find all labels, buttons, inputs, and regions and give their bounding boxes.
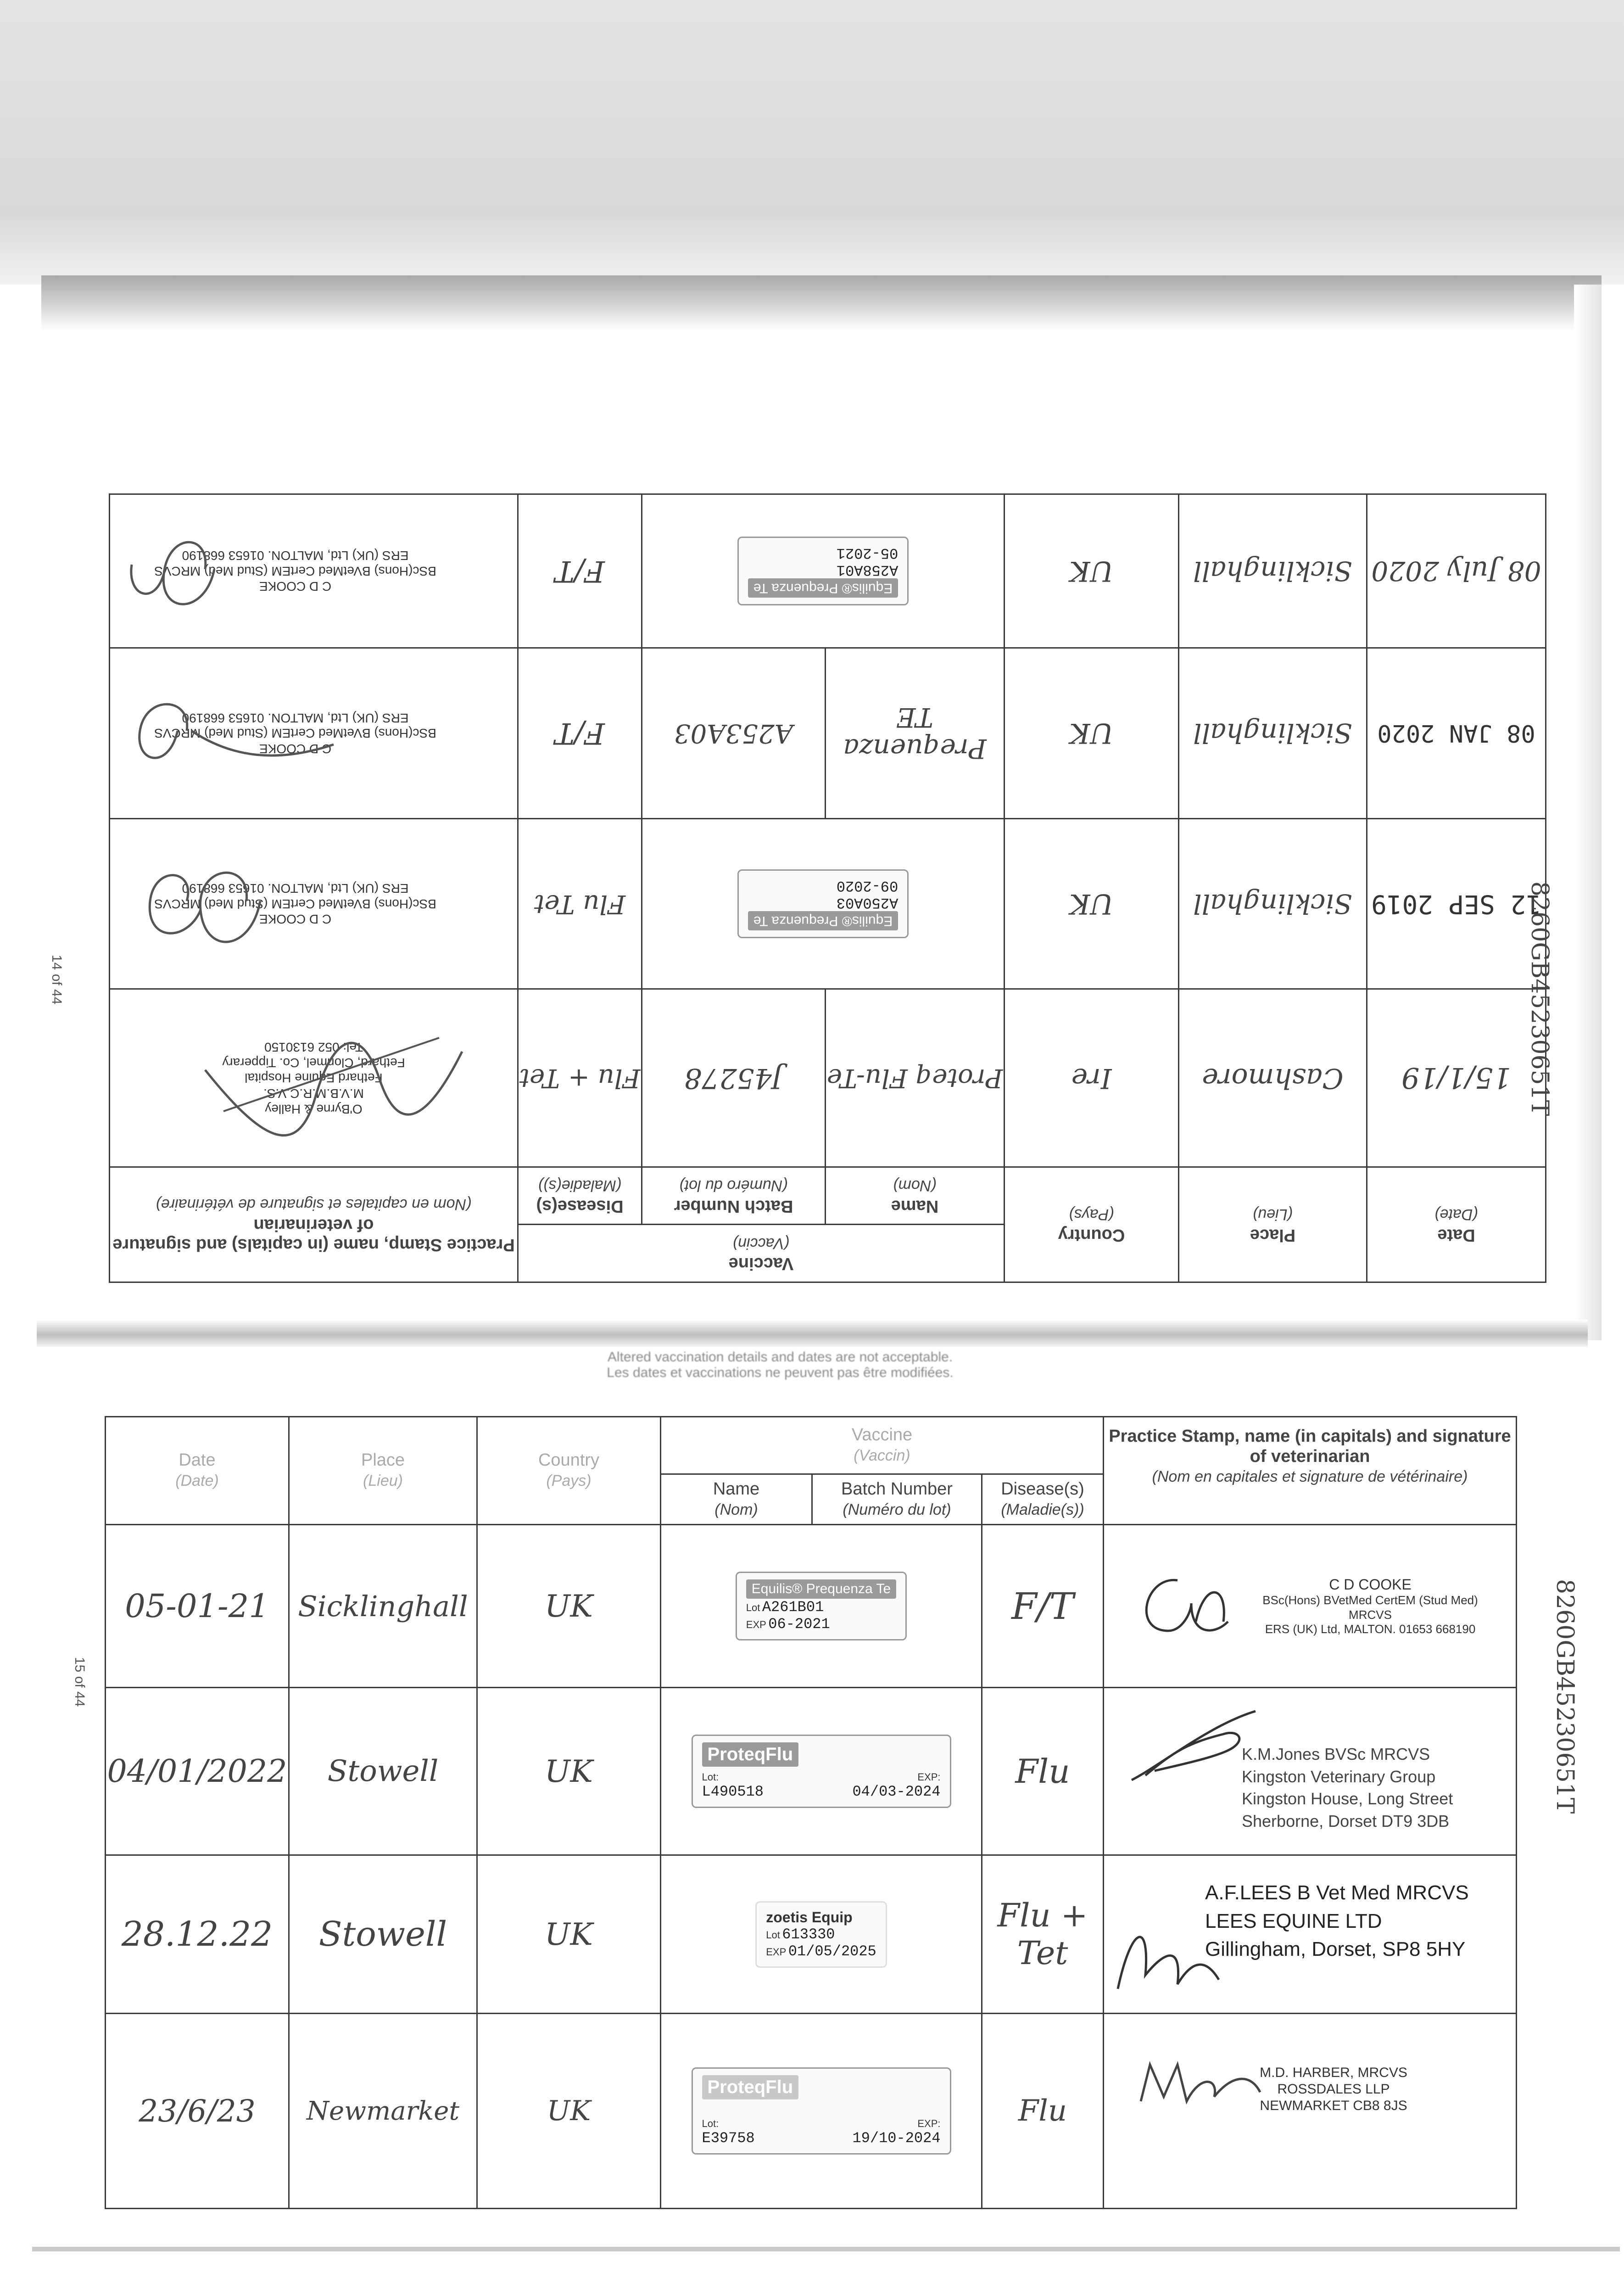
vaccine-lot: A250A03	[836, 894, 899, 912]
vaccine-brand: ProteqFlu	[702, 1742, 799, 1767]
vaccine-exp: 05-2021	[836, 544, 899, 562]
vaccine-exp: 06-2021	[768, 1616, 830, 1633]
place-cell: Sicklinghall	[1179, 648, 1367, 819]
practice-stamp-cell	[110, 818, 518, 989]
header-disease: Disease(s) (Maladie(s))	[982, 1474, 1104, 1525]
disease-cell: Flu	[982, 1688, 1104, 1855]
vaccine-sticker: Equilis® Prequenza Te Lot A261B01 EXP 06-2021	[736, 1572, 907, 1640]
vaccine-lot: E39758	[702, 2130, 755, 2147]
page-edge-band	[41, 275, 1602, 330]
header-country: Country (Pays)	[477, 1417, 661, 1525]
vet-signature	[123, 514, 233, 633]
vaccine-sticker: zoetis Equip Lot 613330 EXP 01/05/2025	[755, 1901, 887, 1968]
header-name: Name (Nom)	[661, 1474, 812, 1525]
passport-number-upper: 8260GB45230651T	[1526, 881, 1553, 1116]
table-row	[106, 1855, 1517, 2014]
practice-stamp-cell	[1104, 1855, 1517, 2014]
header-country: Country (Pays)	[1005, 1167, 1179, 1282]
vaccine-brand: Equilis® Prequenza Te	[748, 911, 898, 930]
page-edge-bottom	[32, 2247, 1620, 2251]
disease-cell: F/T	[518, 648, 642, 819]
header-batch: Batch Number (Numéro du lot)	[642, 1167, 826, 1225]
passport-number-lower: 8260GB45230651T	[1551, 1579, 1579, 1814]
practice-stamp: K.M.Jones BVSc MRCVS Kingston Veterinary Group Kingston House, Long Street Sherborne, Dorset DT9 3DB	[1242, 1745, 1453, 1830]
date-cell: 08 JAN 2020	[1367, 648, 1546, 819]
practice-stamp: C D COOKE BSc(Hons) BVetMed CertEM (Stud Med) MRCVS ERS (UK) Ltd, MALTON. 01653 668190	[154, 549, 436, 594]
vet-signature	[127, 841, 279, 970]
country-cell: UK	[1005, 494, 1179, 648]
practice-stamp-cell	[1104, 1525, 1517, 1688]
place-cell: Sicklinghall	[1179, 494, 1367, 648]
vaccine-name-cell: Prequenza TE	[826, 648, 1005, 819]
upper-vaccination-table	[109, 493, 1546, 1283]
vaccine-label-cell	[661, 2014, 982, 2209]
vaccine-lot: A258A01	[836, 561, 899, 579]
vaccine-label-cell	[661, 1525, 982, 1688]
scan-shadow-right	[1574, 285, 1602, 1340]
country-cell: UK	[1005, 818, 1179, 989]
header-practice-stamp: Practice Stamp, name (in capitals) and signature of veterinarian (Nom en capitales et signature de vétérinaire)	[1104, 1417, 1517, 1525]
disease-cell: Flu + Tet	[982, 1855, 1104, 2014]
date-cell: 23/6/23	[106, 2014, 289, 2209]
vaccine-sticker: ProteqFlu Lot: EXP: E39758 19/10-2024	[692, 2067, 951, 2155]
practice-stamp: A.F.LEES B Vet Med MRCVS LEES EQUINE LTD Gillingham, Dorset, SP8 5HY	[1205, 1881, 1469, 1961]
place-cell: Stowell	[289, 1688, 477, 1855]
vaccine-exp: 09-2020	[836, 877, 899, 895]
table-row	[106, 1525, 1517, 1688]
page-number-upper: 14 of 44	[49, 955, 64, 1005]
vaccine-sticker	[737, 537, 909, 605]
date-cell: 04/01/2022	[106, 1688, 289, 1855]
table-row	[106, 2014, 1517, 2209]
country-cell: UK	[1005, 648, 1179, 819]
practice-stamp: C D COOKE BSc(Hons) BVetMed CertEM (Stud Med) MRCVS ERS (UK) Ltd, MALTON. 01653 668190	[154, 711, 436, 756]
vaccine-sticker	[737, 869, 909, 938]
lower-vaccination-page	[105, 1416, 1516, 2208]
header-place: Place (Lieu)	[1179, 1167, 1367, 1282]
vaccine-lot: A261B01	[762, 1599, 824, 1616]
disease-cell: Flu Tet	[518, 818, 642, 989]
date-cell: 05-01-21	[106, 1525, 289, 1688]
vaccine-exp: 19/10-2024	[852, 2130, 941, 2147]
practice-stamp-cell	[110, 989, 518, 1167]
header-place: Place (Lieu)	[289, 1417, 477, 1525]
vet-signature	[1122, 1553, 1242, 1654]
country-cell: UK	[477, 1855, 661, 2014]
vaccine-label-cell	[642, 494, 1005, 648]
vaccine-brand: Equilis® Prequenza Te	[746, 1579, 896, 1599]
country-cell: UK	[477, 1525, 661, 1688]
disease-cell: Flu + Tet	[518, 989, 642, 1167]
table-row	[110, 494, 1546, 648]
date-cell: 12 SEP 2019	[1367, 818, 1546, 989]
vaccine-name-cell: Proteq Flu-Te	[826, 989, 1005, 1167]
table-row	[110, 818, 1546, 989]
header-vaccine: Vaccine (Vaccin)	[661, 1417, 1104, 1474]
batch-cell: J45278	[642, 989, 826, 1167]
scan-shadow-top	[0, 0, 1624, 285]
practice-stamp: M.D. HARBER, MRCVS ROSSDALES LLP NEWMARKET CB8 8JS	[1260, 2065, 1407, 2113]
place-cell: Newmarket	[289, 2014, 477, 2209]
country-cell: UK	[477, 1688, 661, 1855]
page-fold-band	[37, 1320, 1588, 1347]
header-vaccine: Vaccine (Vaccin)	[518, 1225, 1005, 1282]
disease-cell: Flu	[982, 2014, 1104, 2209]
table-row	[110, 989, 1546, 1167]
place-cell: Sicklinghall	[1179, 818, 1367, 989]
vaccine-brand: Equilis® Prequenza Te	[748, 578, 898, 598]
vaccine-brand: ProteqFlu	[702, 2075, 799, 2099]
vaccine-brand: zoetis Equip	[766, 1909, 853, 1926]
vaccine-exp: 04/03-2024	[852, 1783, 941, 1800]
vaccine-label-cell	[642, 818, 1005, 989]
vaccine-label-cell	[661, 1688, 982, 1855]
header-date: Date (Date)	[1367, 1167, 1546, 1282]
practice-stamp-cell	[1104, 2014, 1517, 2209]
vaccine-lot: L490518	[702, 1783, 764, 1800]
header-practice-stamp: Practice Stamp, name (in capitals) and signature of veterinarian (Nom en capitales et signature de vétérinaire)	[110, 1167, 518, 1282]
place-cell: Stowell	[289, 1855, 477, 2014]
country-cell: UK	[477, 2014, 661, 2209]
header-disease: Disease(s) (Maladie(s))	[518, 1167, 642, 1225]
upper-header-row-1	[110, 1225, 1546, 1282]
vaccine-lot: 613330	[782, 1926, 835, 1943]
country-cell: Ire	[1005, 989, 1179, 1167]
practice-stamp: C D COOKE BSc(Hons) BVetMed CertEM (Stud Med) MRCVS ERS (UK) Ltd, MALTON. 01653 668190	[1262, 1576, 1478, 1636]
place-cell: Cashmore	[1179, 989, 1367, 1167]
upper-vaccination-page	[110, 493, 1546, 1283]
header-date: Date (Date)	[106, 1417, 289, 1525]
date-cell: 28.12.22	[106, 1855, 289, 2014]
disease-cell: F/T	[518, 494, 642, 648]
alteration-notice: Altered vaccination details and dates are not acceptable. Les dates et vaccinations ne peuvent pas être modifiées.	[607, 1349, 954, 1380]
vet-signature	[127, 671, 343, 800]
page-number-lower: 15 of 44	[72, 1657, 87, 1707]
practice-stamp: O'Byrne & Halley M.V.B.M.R.C.V.S. Fethard Equine Hospital Fethard, Clonmel, Co. Tipperary Tel: 052 6130150	[222, 1040, 405, 1116]
practice-stamp-cell	[1104, 1688, 1517, 1855]
batch-cell: A253A03	[642, 648, 826, 819]
practice-stamp-cell	[110, 648, 518, 819]
vaccine-label-cell	[661, 1855, 982, 2014]
practice-stamp: C D COOKE BSc(Hons) BVetMed CertEM (Stud Med) MRCVS ERS (UK) Ltd, MALTON. 01653 668190	[154, 881, 436, 927]
header-name: Name (Nom)	[826, 1167, 1005, 1225]
date-cell: 15/1/19	[1367, 989, 1546, 1167]
place-cell: Sicklinghall	[289, 1525, 477, 1688]
vaccine-sticker: ProteqFlu Lot: EXP: L490518 04/03-2024	[692, 1735, 951, 1808]
date-cell: 08 July 2020	[1367, 494, 1546, 648]
practice-stamp-cell	[110, 494, 518, 648]
header-batch: Batch Number (Numéro du lot)	[812, 1474, 982, 1525]
lower-vaccination-table	[105, 1416, 1517, 2209]
table-row	[110, 648, 1546, 819]
table-row	[106, 1688, 1517, 1855]
disease-cell: F/T	[982, 1525, 1104, 1688]
vet-signature	[187, 1015, 480, 1153]
vaccine-exp: 01/05/2025	[788, 1942, 876, 1960]
lower-header-row-1	[106, 1417, 1517, 1474]
